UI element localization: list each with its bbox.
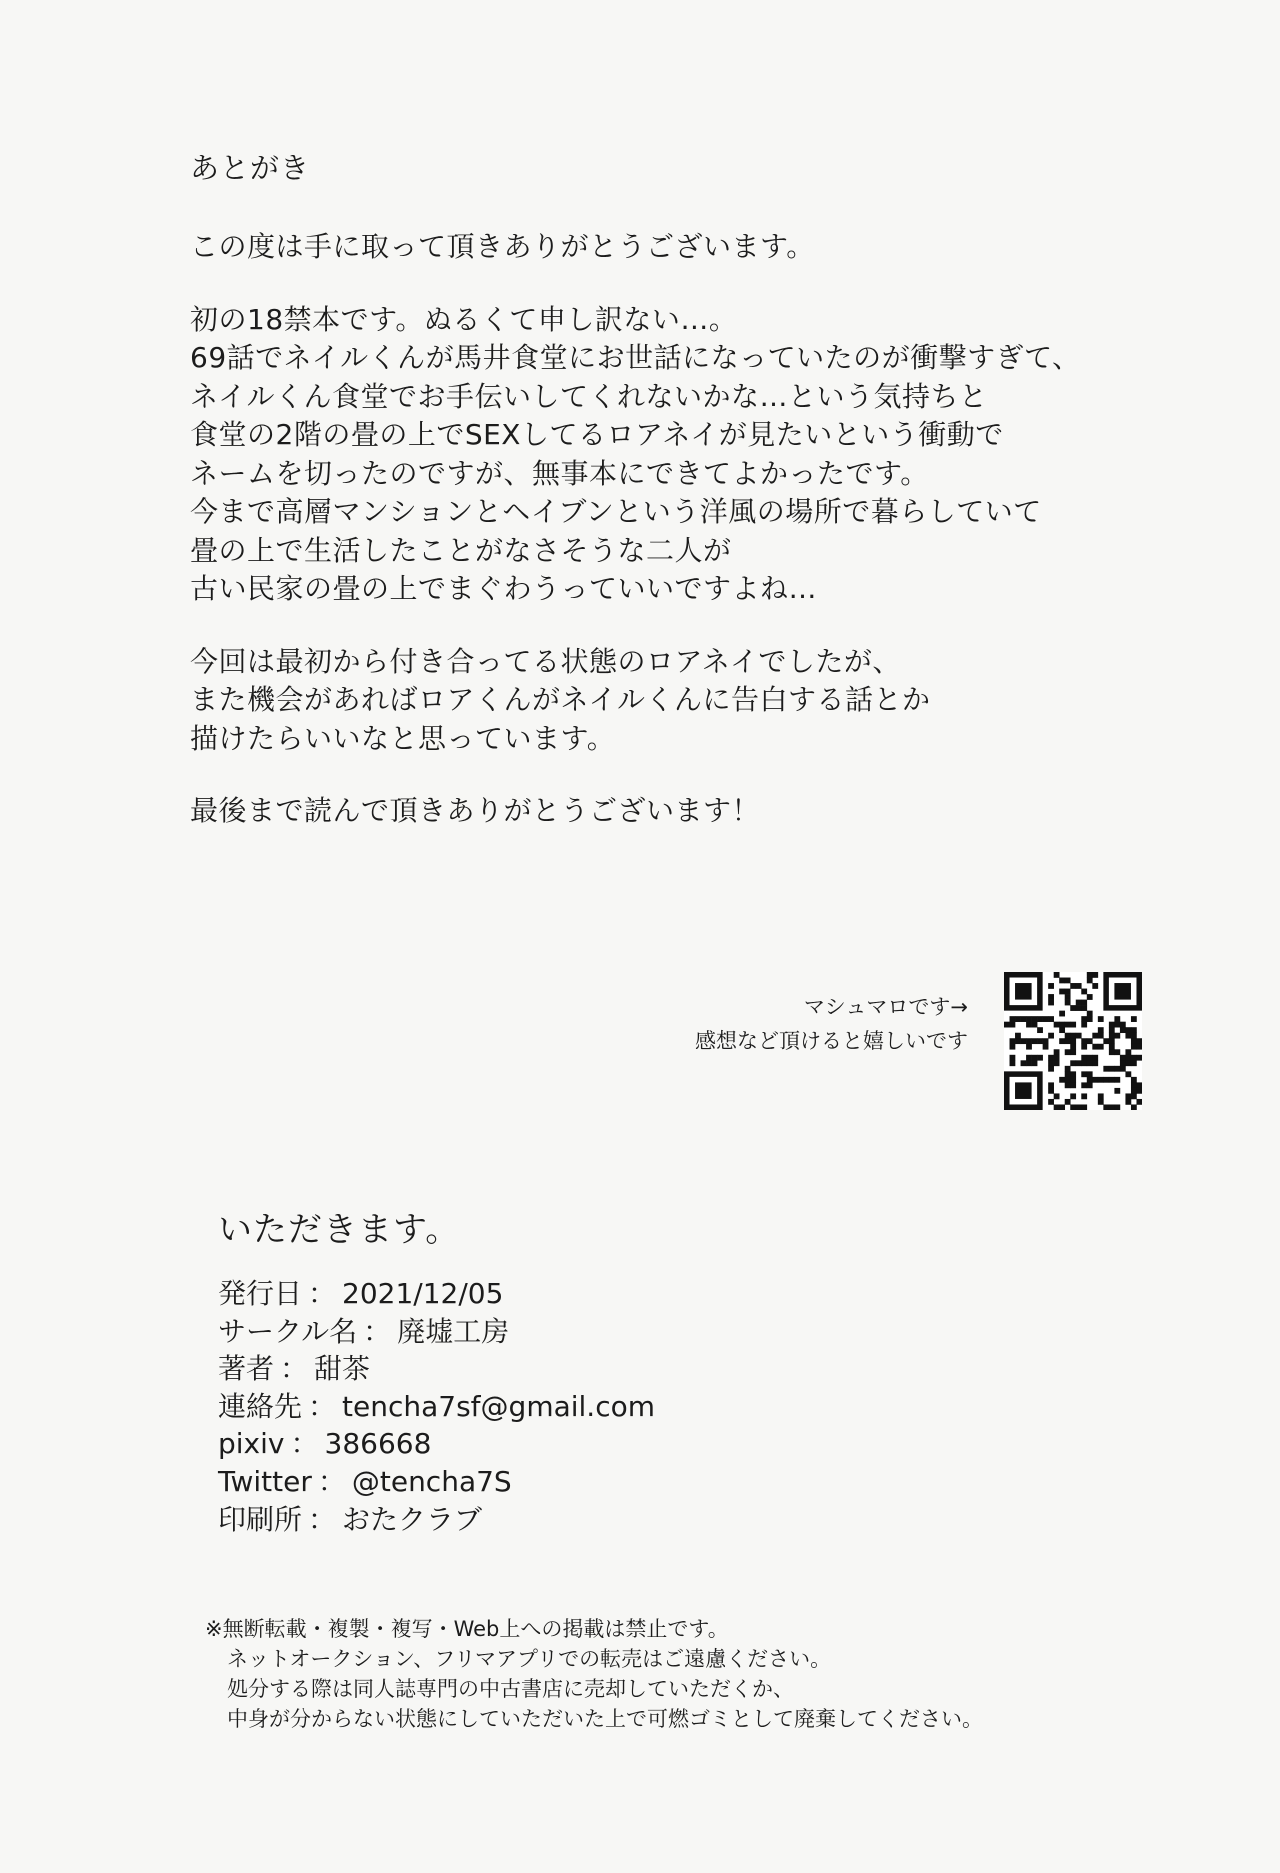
afterword-line: 初の18禁本です。ぬるくて申し訳ない…。 [190,302,738,336]
credit-separator: ： [308,1502,337,1536]
qr-note-line2: 感想など頂けると嬉しいです [695,1029,968,1053]
credit-value: 2021/12/05 [342,1277,504,1310]
qr-note-line1: マシュマロです→ [803,995,968,1019]
afterword-title: あとがき [190,151,311,185]
credit-label: Twitter [218,1464,312,1498]
afterword-line: ネイルくん食堂でお手伝いしてくれないかな…という気持ちと [190,379,988,413]
credit-separator: ： [317,1464,346,1498]
credit-label: サークル名 [218,1314,358,1348]
afterword-paragraph [190,301,1190,609]
credit-value: 廃墟工房 [397,1314,510,1348]
notice-line: 中身が分からない状態にしていただいた上で可燃ゴミとして廃棄してください。 [227,1707,983,1731]
notice-line: ※無断転載・複製・複写・Web上への掲載は禁止です。 [205,1617,729,1641]
afterword-line: ネームを切ったのですが、無事本にできてよかったです。 [190,456,929,490]
credit-list [218,1275,1018,1538]
afterword-line: この度は手に取って頂きありがとうございます。 [190,230,815,263]
credit-row [218,1425,1018,1463]
credit-row [218,1501,1018,1539]
credit-separator: ： [290,1427,319,1461]
credit-value: 甜茶 [314,1352,371,1386]
afterword-section [190,148,1190,865]
afterword-paragraph [190,792,1190,831]
credit-row [218,1313,1018,1351]
afterword-line: 古い民家の畳の上でまぐわうっていいですよね… [190,572,818,605]
credit-label: pixiv [218,1427,285,1461]
credit-value: @tencha7S [351,1464,512,1498]
qr-block [590,990,1150,1120]
credit-row [218,1388,1018,1426]
afterword-line: 描けたらいいなと思っています。 [190,721,616,755]
credit-row [218,1350,1018,1388]
qr-note [695,990,968,1058]
credit-label: 連絡先 [218,1389,303,1423]
notice-line: 処分する際は同人誌専門の中古書店に売却していただくか、 [227,1677,794,1701]
credit-separator: ： [308,1277,337,1310]
book-title: いただきます。 [218,1210,461,1250]
afterword-line: また機会があればロアくんがネイルくんに告白する話とか [190,683,931,716]
afterword-line: 食堂の2階の畳の上でSEXしてるロアネイが見たいという衝動で [190,418,1004,451]
credit-label: 印刷所 [218,1502,303,1536]
copyright-notice [205,1614,1205,1734]
credit-value[interactable]: tencha7sf@gmail.com [342,1389,656,1423]
credit-label: 発行日 [218,1277,303,1310]
credit-separator: ： [363,1314,392,1348]
afterword-line: 今まで高層マンションとヘイブンという洋風の場所で暮らしていて [190,495,1042,528]
credit-label: 著者 [218,1352,275,1386]
credit-value: 386668 [324,1427,432,1461]
afterword-paragraph [190,228,1190,267]
credit-separator: ： [308,1389,337,1423]
qr-code-icon[interactable] [1004,972,1142,1110]
credit-row [218,1275,1018,1313]
afterword-line: 最後まで読んで頂きありがとうございます！ [190,794,761,827]
afterword-paragraph [190,643,1190,759]
credit-value: おたクラブ [342,1502,483,1536]
colophon [218,1207,1018,1538]
afterword-line: 69話でネイルくんが馬井食堂にお世話になっていたのが衝撃すぎて、 [190,341,1081,374]
credit-row [218,1463,1018,1501]
notice-line: ネットオークション、フリマアプリでの転売はご遠慮ください。 [227,1647,832,1671]
afterword-line: 畳の上で生活したことがなさそうな二人が [190,533,732,567]
afterword-line: 今回は最初から付き合ってる状態のロアネイでしたが、 [190,644,901,678]
credit-separator: ： [280,1352,309,1386]
